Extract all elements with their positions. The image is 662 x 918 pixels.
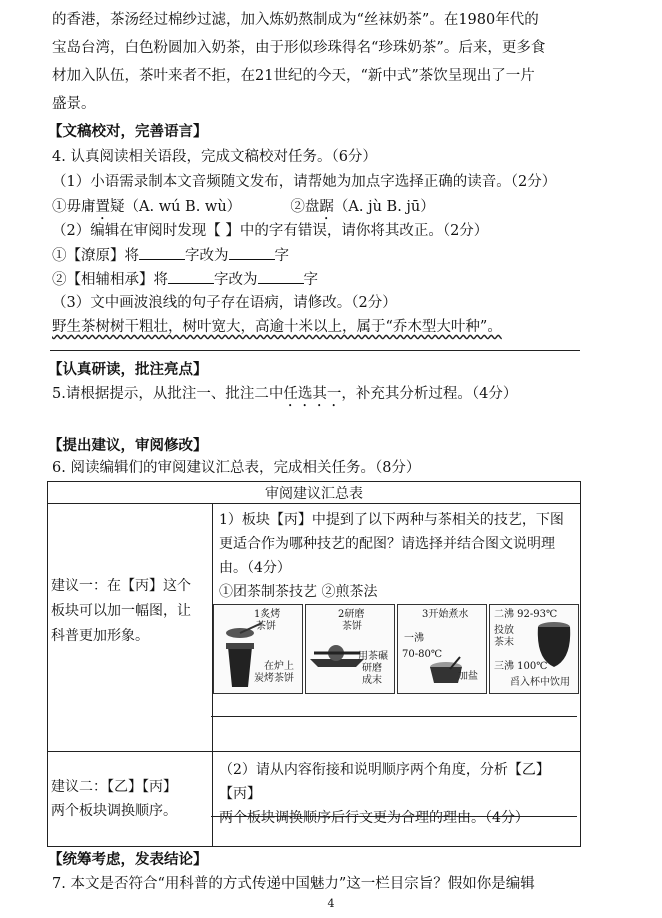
- suggestion-1-cell: [48, 504, 213, 752]
- option-a-post: 疑（A. wú B. wù）: [110, 199, 242, 215]
- question-4-part-1: （1）小语需录制本文音频随文发布，请帮她为加点字选择正确的读音。（2分）: [52, 174, 557, 190]
- panel-3-title: 3开始煮水: [422, 609, 469, 620]
- answer-line[interactable]: [211, 716, 577, 717]
- wavy-sentence: 野生茶树树干粗壮，树叶宽大，高逾十米以上，属于“乔木型大叶种”。: [52, 319, 502, 335]
- panel-4-boil-3: 三沸 100℃: [494, 661, 548, 672]
- intro-line-1: 的香港，茶汤经过棉纱过滤，加入炼奶熬制成为“丝袜奶茶”。在1980年代的: [52, 12, 539, 28]
- figure-panel-boil: [397, 604, 487, 694]
- question-4-part-2a: [52, 245, 289, 266]
- answer-blank[interactable]: [168, 269, 214, 284]
- figure-panel-serve: [489, 604, 579, 694]
- intro-line-3: 材加入队伍，茶叶来者不拒，在21世纪的今天，“新中式”茶饮呈现出了一片: [52, 68, 535, 84]
- intro-line-2: 宝岛台湾，白色粉圆加入奶茶，由于形似珍珠得名“珍珠奶茶”。后来，更多食: [52, 40, 546, 56]
- q5-pre: 5.请根据提示，从批注一、批注二中: [52, 386, 284, 402]
- q5-emphasis: 任选其一: [283, 386, 342, 402]
- question-4-part-3: （3）文中画波浪线的句子存在语病，请修改。（2分）: [52, 295, 397, 311]
- answer-line[interactable]: [50, 350, 580, 351]
- question-4: 4. 认真阅读相关语段，完成文稿校对任务。（6分）: [52, 149, 377, 165]
- answer-blank[interactable]: [139, 245, 185, 260]
- panel-2-caption-2: 研磨: [362, 663, 382, 674]
- fix-a-mid: 字改为: [185, 248, 229, 264]
- panel-3-add-salt: 加盐: [458, 671, 478, 682]
- suggestion-1-line-2: 板块可以加一幅图，让: [51, 603, 191, 619]
- fix-b-post: 字: [303, 272, 318, 288]
- suggestion-2-cell: [48, 752, 213, 847]
- page-number: 4: [327, 897, 335, 910]
- question-7: 7. 本文是否符合“用科普的方式传递中国魅力”这一栏目宗旨？假如你是编辑: [52, 876, 535, 892]
- panel-4-boil-2: 二沸 92-93℃: [494, 609, 558, 620]
- suggestion-1-line-3: 科普更加形象。: [51, 628, 149, 644]
- suggestion-2-line-1: 建议二：【乙】【丙】: [51, 779, 177, 795]
- panel-2-caption-1: 用茶碾: [358, 651, 388, 662]
- figure-panel-roast: [213, 604, 303, 694]
- panel-4-add: 投放: [494, 625, 514, 636]
- panel-3-temp: 70-80℃: [402, 649, 443, 660]
- q5-post: ，补充其分析过程。（4分）: [341, 386, 518, 402]
- task-1-line-3: 由。（4分）: [219, 560, 291, 576]
- option-b-post: （A. jù B. jū）: [333, 199, 435, 215]
- fix-b-mid: 字改为: [214, 272, 258, 288]
- panel-2-caption-3: 成末: [362, 675, 382, 686]
- task-1-line-1: 1）板块【丙】中提到了以下两种与茶相关的技艺，下图: [219, 512, 564, 528]
- table-title: 审阅建议汇总表: [48, 482, 581, 504]
- option-a-pre: ①毋庸: [52, 199, 96, 215]
- section-heading-conclusion: 【统筹考虑，发表结论】: [48, 851, 208, 868]
- panel-1-caption-1: 在炉上: [264, 661, 294, 672]
- suggestion-2-line-2: 两个板块调换顺序。: [51, 803, 177, 819]
- dotted-char-zhi: 置: [95, 199, 110, 215]
- dotted-char-ju: 踞: [319, 199, 334, 215]
- panel-4-powder: 茶末: [494, 637, 514, 648]
- fix-a-post: 字: [274, 248, 289, 264]
- section-heading-review: 【提出建议，审阅修改】: [48, 437, 208, 454]
- section-heading-proofread: 【文稿校对，完善语言】: [48, 123, 208, 140]
- task-2-cell: [213, 752, 581, 847]
- intro-line-4: 盛景。: [52, 96, 96, 112]
- panel-1-caption-2: 炭烤茶饼: [254, 673, 294, 684]
- task-2-line-2: 两个板块调换顺序后行文更为合理的理由。（4分）: [219, 810, 529, 826]
- question-4-part-1-options: [52, 197, 435, 223]
- question-6: 6. 阅读编辑们的审阅建议汇总表，完成相关任务。（8分）: [52, 460, 421, 476]
- figure-panel-grind: [305, 604, 395, 694]
- panel-3-label-boil-1: 一沸: [404, 633, 424, 644]
- fix-a-label: ①【潦原】将: [52, 248, 139, 264]
- question-4-part-2b: [52, 269, 318, 290]
- answer-line[interactable]: [211, 816, 577, 817]
- answer-blank[interactable]: [229, 245, 275, 260]
- answer-blank[interactable]: [258, 269, 304, 284]
- tea-process-figure: [213, 604, 579, 696]
- panel-1-subtitle: 茶饼: [256, 621, 276, 632]
- panel-2-title: 2研磨: [338, 609, 365, 620]
- option-b-pre: ②盘: [290, 199, 320, 215]
- panel-4-caption: 舀入杯中饮用: [510, 677, 570, 688]
- question-4-part-2: （2）编辑在审阅时发现【 】中的字有错误，请你将其改正。（2分）: [52, 223, 489, 239]
- panel-1-title: 1炙烤: [254, 609, 281, 620]
- fix-b-label: ②【相辅相承】将: [52, 272, 168, 288]
- question-5: [52, 384, 517, 410]
- task-1-line-2: 更适合作为哪种技艺的配图？请选择并结合图文说明理: [219, 536, 555, 552]
- panel-2-subtitle: 茶饼: [342, 621, 362, 632]
- task-1-line-4: ①团茶制茶技艺 ②煎茶法: [219, 584, 378, 600]
- suggestion-1-line-1: 建议一：在【丙】这个: [51, 578, 191, 594]
- tea-grinder-icon: [308, 629, 368, 669]
- section-heading-annotate: 【认真研读，批注亮点】: [48, 361, 208, 378]
- task-2-line-1: （2）请从内容衔接和说明顺序两个角度，分析【乙】【丙】: [219, 762, 550, 802]
